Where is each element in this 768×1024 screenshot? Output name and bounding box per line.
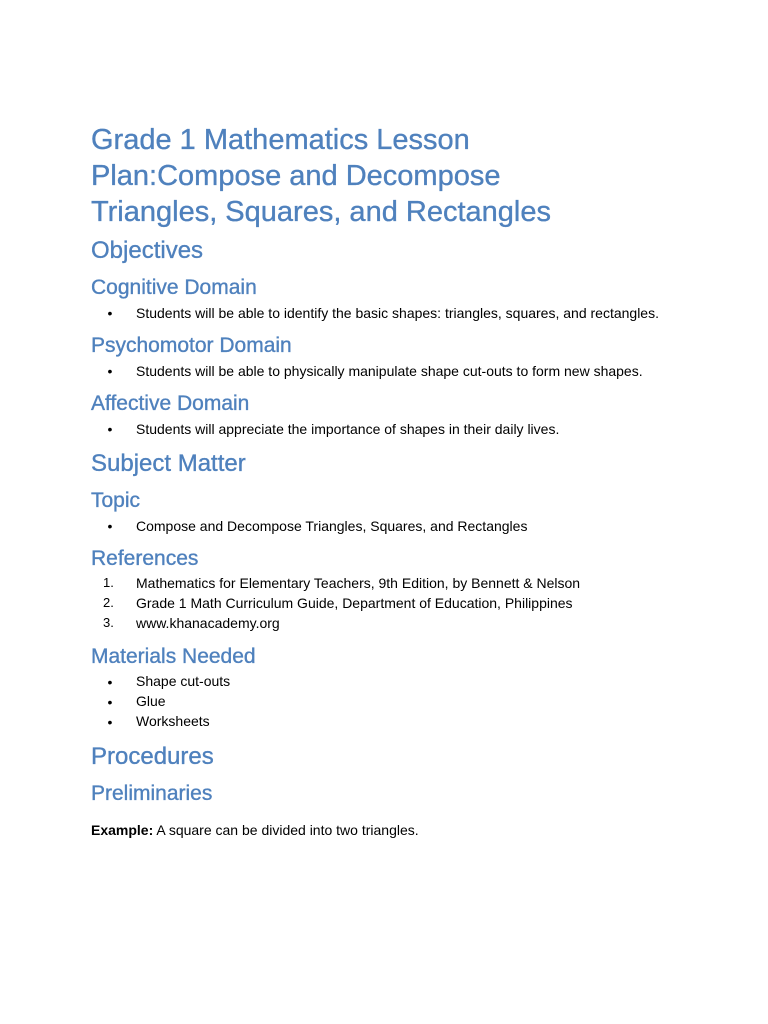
list-item-text: Worksheets <box>136 713 210 729</box>
document-title-line: Grade 1 Mathematics Lesson <box>91 124 470 156</box>
list-item <box>91 303 708 323</box>
list-item <box>91 516 708 536</box>
bullet-icon: • <box>107 518 113 534</box>
bullet-icon: • <box>107 421 113 437</box>
list-number: 1. <box>103 575 114 590</box>
list-item <box>91 614 708 634</box>
references-list <box>91 574 708 634</box>
bullet-icon: • <box>107 674 113 690</box>
preliminaries-heading: Preliminaries <box>91 782 213 805</box>
list-item-text: Grade 1 Math Curriculum Guide, Department of Education, Philippines <box>136 595 573 611</box>
list-item <box>91 574 708 594</box>
materials-list <box>91 672 708 732</box>
bullet-icon: • <box>107 714 113 730</box>
cognitive-domain-list <box>91 303 708 323</box>
topic-list <box>91 516 708 536</box>
example-label: Example: <box>91 822 154 838</box>
subject-matter-heading: Subject Matter <box>91 450 246 477</box>
bullet-icon: • <box>107 305 113 321</box>
document-title-line: Plan:Compose and Decompose <box>91 160 501 192</box>
list-item-text: www.khanacademy.org <box>136 615 280 631</box>
list-item <box>91 712 708 732</box>
objectives-heading: Objectives <box>91 237 204 264</box>
procedures-heading: Procedures <box>91 743 214 770</box>
psychomotor-domain-list <box>91 361 708 381</box>
affective-domain-heading: Affective Domain <box>91 392 250 415</box>
list-item-text: Students will be able to identify the basic shapes: triangles, squares, and rectangles. <box>136 305 659 321</box>
list-number: 3. <box>103 615 114 630</box>
list-item <box>91 692 708 712</box>
document-title <box>91 122 708 230</box>
cognitive-domain-heading: Cognitive Domain <box>91 276 257 299</box>
example-text: A square can be divided into two triangles. <box>153 822 419 838</box>
affective-domain-list <box>91 419 708 439</box>
list-item-text: Mathematics for Elementary Teachers, 9th Edition, by Bennett & Nelson <box>136 575 581 591</box>
list-item-text: Shape cut-outs <box>136 673 231 689</box>
list-item-text: Students will appreciate the importance of shapes in their daily lives. <box>136 421 560 437</box>
list-item-text: Glue <box>136 693 166 709</box>
list-number: 2. <box>103 595 114 610</box>
bullet-icon: • <box>107 363 113 379</box>
list-item <box>91 361 708 381</box>
materials-needed-heading: Materials Needed <box>91 645 256 668</box>
list-item-text: Compose and Decompose Triangles, Squares, and Rectangles <box>136 518 528 534</box>
topic-heading: Topic <box>91 489 141 512</box>
example-paragraph[interactable] <box>91 821 708 839</box>
bullet-icon: • <box>107 694 113 710</box>
list-item <box>91 419 708 439</box>
list-item-text: Students will be able to physically manipulate shape cut-outs to form new shapes. <box>136 363 643 379</box>
references-heading: References <box>91 547 199 570</box>
psychomotor-domain-heading: Psychomotor Domain <box>91 334 292 357</box>
list-item <box>91 672 708 692</box>
document-title-line: Triangles, Squares, and Rectangles <box>91 196 551 228</box>
list-item <box>91 594 708 614</box>
